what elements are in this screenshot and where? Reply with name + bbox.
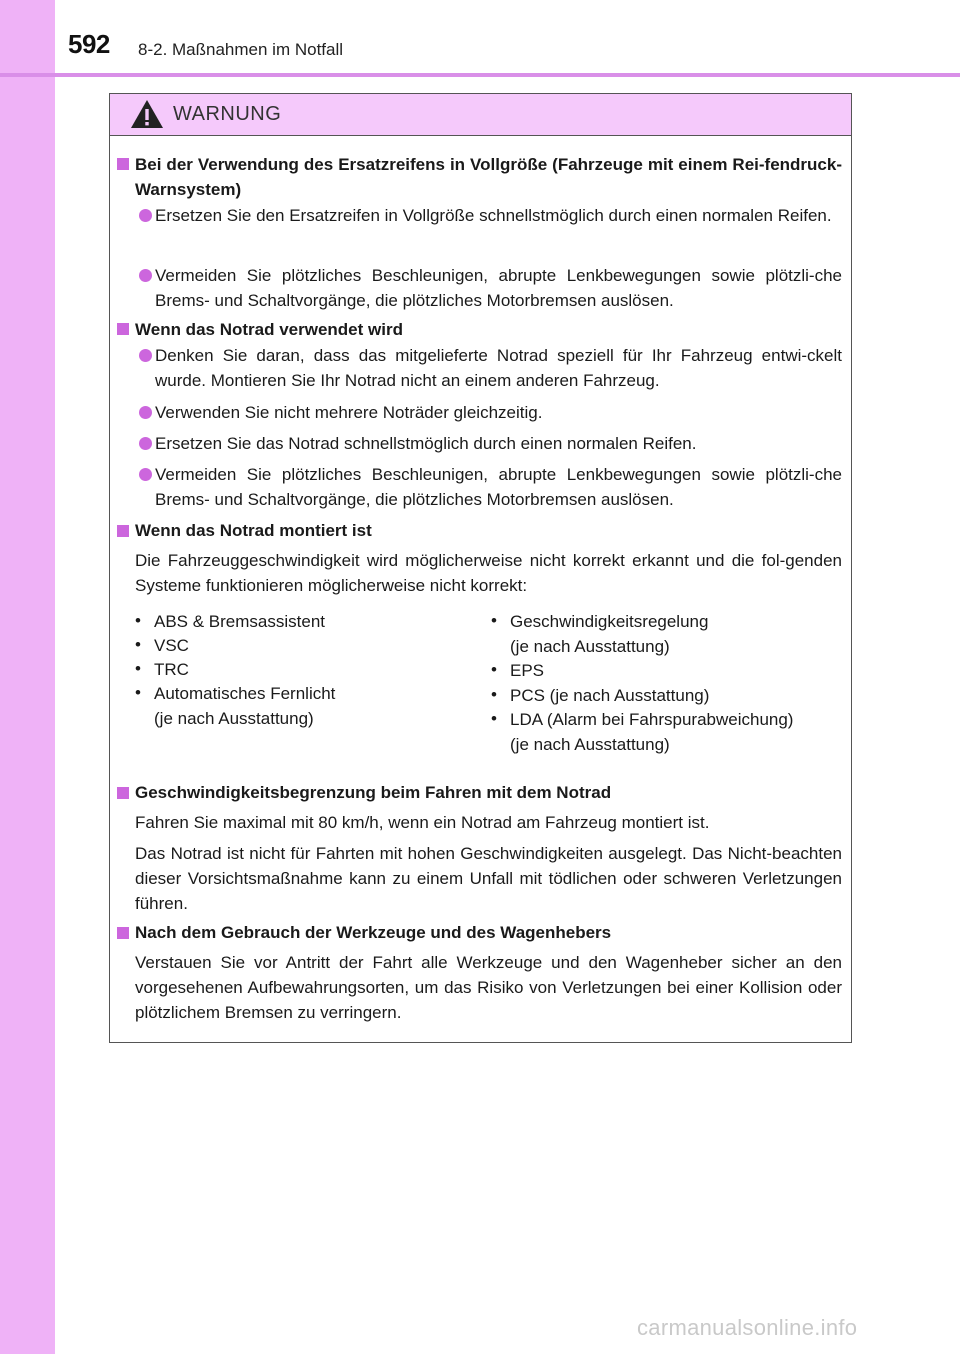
- watermark: carmanualsonline.info: [637, 1315, 858, 1340]
- section-heading: Geschwindigkeitsbegrenzung beim Fahren mit dem Notrad: [135, 783, 612, 802]
- bullet-dot: [139, 269, 152, 282]
- paragraph: Verstauen Sie vor Antritt der Fahrt alle Werkzeuge und den Wagenheber sicher an den vorgesehenen Aufbewahrungsorten, um das Risiko von Verletzungen bei einer Kollision oder plötzlichem Bremsen zu verringern.: [135, 953, 842, 1022]
- page-sidebar: [0, 0, 55, 1354]
- section-marker: [117, 158, 129, 170]
- list-item: TRC: [154, 660, 189, 679]
- header: [55, 0, 960, 73]
- header-rule: [0, 73, 960, 77]
- bullet-dot: [139, 209, 152, 222]
- section-marker: [117, 323, 129, 335]
- bullet-mark: •: [135, 683, 141, 702]
- list-item: Automatisches Fernlicht: [154, 684, 336, 703]
- list-item: ABS & Bremsassistent: [154, 612, 326, 631]
- bullet-mark: •: [135, 611, 141, 630]
- bullet-mark: •: [491, 660, 497, 679]
- list-item: Ersetzen Sie das Notrad schnellstmöglich durch einen normalen Reifen.: [155, 434, 697, 453]
- bullet-mark: •: [491, 709, 497, 728]
- warning-triangle-icon: [130, 99, 164, 129]
- warning-title: WARNUNG: [173, 103, 282, 125]
- bullet-mark: •: [135, 659, 141, 678]
- section-heading: Wenn das Notrad verwendet wird: [135, 320, 403, 339]
- list-item: Ersetzen Sie den Ersatzreifen in Vollgröße schnellstmöglich durch einen normalen Reifen.: [155, 206, 832, 225]
- list-item: Vermeiden Sie plötzliches Beschleunigen, abrupte Lenkbewegungen sowie plötzli-che Brems- und Schaltvorgänge, die plötzliches Motorbremsen auslösen.: [155, 266, 842, 310]
- list-item: VSC: [154, 636, 189, 655]
- section-marker: [117, 927, 129, 939]
- warning-header: [110, 94, 851, 136]
- section-marker: [117, 525, 129, 537]
- paragraph: Das Notrad ist nicht für Fahrten mit hohen Geschwindigkeiten ausgelegt. Das Nicht-beachten dieser Vorsichtsmaßnahme kann zu einem Unfall mit tödlichen oder schweren Verletzungen führen.: [135, 844, 842, 913]
- section-title: 8-2. Maßnahmen im Notfall: [138, 40, 344, 59]
- bullet-dot: [139, 349, 152, 362]
- paragraph: Fahren Sie maximal mit 80 km/h, wenn ein Notrad am Fahrzeug montiert ist.: [135, 813, 710, 832]
- section-marker: [117, 787, 129, 799]
- list-item-continuation: (je nach Ausstattung): [154, 709, 314, 728]
- bullet-dot: [139, 468, 152, 481]
- paragraph: Die Fahrzeuggeschwindigkeit wird möglicherweise nicht korrekt erkannt und die fol-genden Systeme funktionieren möglicherweise nicht korrekt:: [135, 551, 842, 595]
- bullet-dot: [139, 437, 152, 450]
- list-item: Denken Sie daran, dass das mitgelieferte Notrad speziell für Ihr Fahrzeug entwi-ckelt wurde. Montieren Sie Ihr Notrad nicht an einem anderen Fahrzeug.: [155, 346, 842, 390]
- bullet-mark: •: [491, 611, 497, 630]
- bullet-mark: •: [491, 685, 497, 704]
- list-item: Vermeiden Sie plötzliches Beschleunigen, abrupte Lenkbewegungen sowie plötzli-che Brems- und Schaltvorgänge, die plötzliches Motorbremsen auslösen.: [155, 465, 842, 509]
- list-item: Geschwindigkeitsregelung: [510, 612, 709, 631]
- section-heading: Nach dem Gebrauch der Werkzeuge und des Wagenhebers: [135, 923, 612, 942]
- bullet-mark: •: [135, 635, 141, 654]
- list-item-continuation: (je nach Ausstattung): [510, 735, 670, 754]
- list-item: LDA (Alarm bei Fahrspurabweichung): [510, 710, 794, 729]
- warning-box: [109, 93, 852, 1043]
- list-item: Verwenden Sie nicht mehrere Noträder gleichzeitig.: [155, 403, 543, 422]
- bullet-dot: [139, 406, 152, 419]
- section-heading: Bei der Verwendung des Ersatzreifens in Vollgröße (Fahrzeuge mit einem Rei-fendruck-Warnsystem): [135, 155, 842, 199]
- page-number: 592: [68, 29, 110, 59]
- section-heading: Wenn das Notrad montiert ist: [135, 521, 372, 540]
- list-item: EPS: [510, 661, 545, 680]
- list-item-continuation: (je nach Ausstattung): [510, 637, 670, 656]
- list-item: PCS (je nach Ausstattung): [510, 686, 710, 705]
